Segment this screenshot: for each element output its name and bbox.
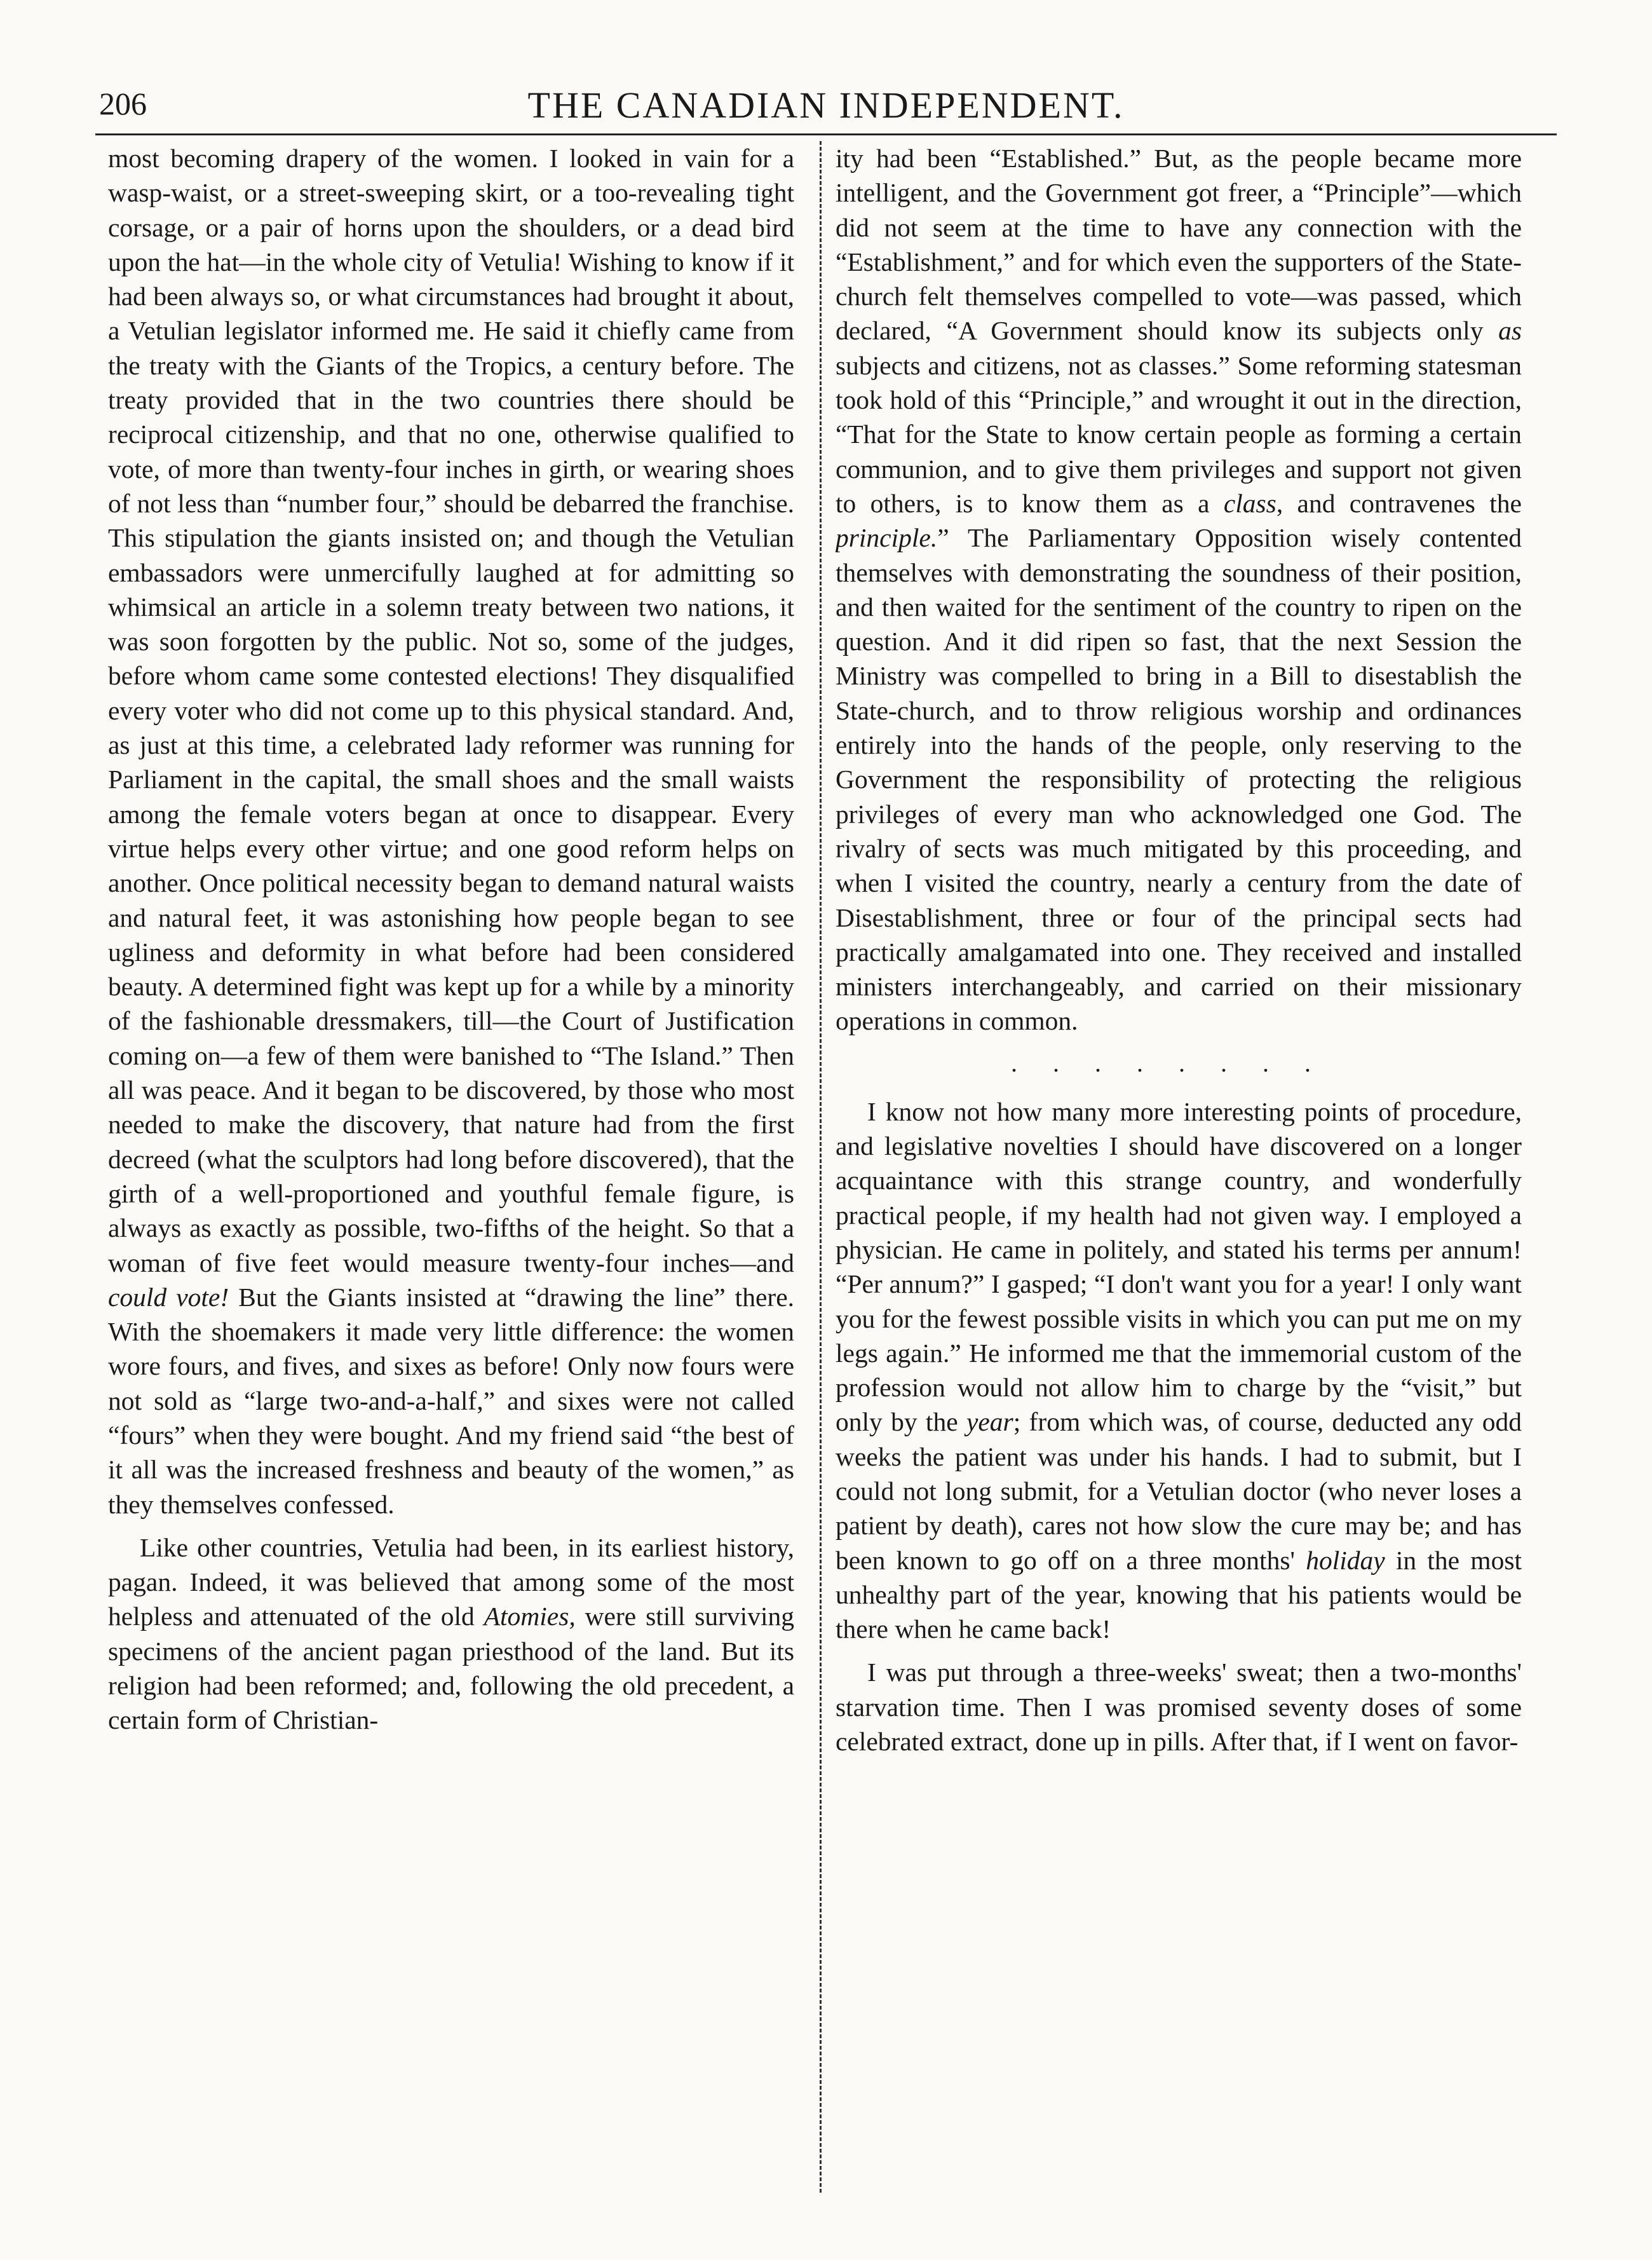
text-run: Like other countries, Vetulia had been, in its earliest history, pagan. Indeed, it was believed that among some of the most helpless and attenuated of the old [108,1532,794,1631]
text-run: ity had been “Established.” But, as the people became more intelligent, and the Government got freer, a “Principle”—which did not seem at the time to have any connection with the “Establishment,” and for which even the supporters of the State-church felt themselves compelled to vote—was passed, which declared, “A Government should know its subjects only [836,144,1522,346]
section-separator: ........ [1011,1048,1346,1077]
italic-text: as [1498,316,1522,346]
column-divider [820,141,822,2193]
article-body [95,141,1557,2231]
right-paragraph-2 [836,1094,1522,1647]
text-run: most becoming drapery of the women. I looked in vain for a wasp-waist, or a street-sweeping skirt, or a too-revealing tight corsage, or a pair of horns upon the shoulders, or a dead bird upon the hat—in the whole city of Vetulia! Wishing to know if it had been always so, or what circumstances had brought it about, a Vetulian legislator informed me. He said it chiefly came from the treaty with the Giants of the Tropics, a century before. The treaty provided that in the two countries there should be reciprocal citizenship, and that no one, otherwise qualified to vote, of more than twenty-four inches in girth, or wearing shoes of not less than “number four,” should be debarred the franchise. This stipulation the giants insisted on; and though the Vetulian embassadors were unmercifully laughed at for admitting so whimsical an article in a solemn treaty between two nations, it was soon forgotten by the public. Not so, some of the judges, before whom came some contested elections! They disqualified every voter who did not come up to this physical standard. And, as just at this time, a celebrated lady reformer was running for Parliament in the capital, the small shoes and the small waists among the female voters began at once to disappear. Every virtue helps every other virtue; and one good reform helps on another. Once political necessity began to demand natural waists and natural feet, it was astonishing how people began to see ugliness and deformity in what before had been considered beauty. A determined fight was kept up for a while by a minority of the fashionable dressmakers, till—the Court of Justification coming on—a few of them were banished to “The Island.” Then all was peace. And it began to be discovered, by those who most needed to make the discovery, that nature had from the first decreed (what the sculptors had long before discovered), that the girth of a well-proportioned and youthful female figure, is always as exactly as possible, two-fifths of the height. So that a woman of five feet would measure twenty-four inches—and [108,144,794,1277]
right-column [836,141,1522,2231]
text-run: in the most unhealthy part of the year, knowing that his patients would be there when he came back! [836,1545,1522,1644]
page-number: 206 [99,86,147,121]
italic-text: Atomies, [484,1602,576,1631]
right-paragraph-1 [836,141,1522,1038]
journal-title: THE CANADIAN INDEPENDENT. [527,85,1125,126]
text-run: were still surviving specimens of the ancient pagan priesthood of the land. But its religion had been reformed; and, following the old precedent, a certain form of Christian- [108,1602,794,1735]
italic-text: class [1223,488,1276,518]
italic-text: year [966,1407,1013,1437]
left-paragraph-2 [108,1530,794,1738]
text-run: I know not how many more interesting points of procedure, and legislative novelties I should have discovered on a longer acquaintance with this strange country, and wonderfully practical people, if my health had not given way. I employed a physician. He came in politely, and stated his terms per annum! “Per annum?” I gasped; “I don't want you for a year! I only want you for the fewest possible visits in which you can put me on my legs again.” He informed me that the immemorial custom of the profession would not allow him to charge by the “visit,” but only by the [836,1096,1522,1437]
italic-text: could vote! [108,1282,229,1312]
page-header [95,83,1557,135]
text-run: , and contravenes the [1276,488,1522,518]
italic-text: holiday [1306,1545,1385,1575]
text-run: subjects and citizens, not as classes.” Some reforming statesman took hold of this “Principle,” and wrought it out in the direction, “That for the State to know certain people as forming a certain communion, and to give them privileges and support not given to others, is to know them as a [836,350,1522,518]
text-run: ” The Parliamentary Opposition wisely contented themselves with demonstrating the soundness of their position, and then waited for the sentiment of the country to ripen on the question. And it did ripen so fast, that the next Session the Ministry was compelled to bring in a Bill to disestablish the State-church, and to throw religious worship and ordinances entirely into the hands of the people, only reserving to the Government the responsibility of protecting the religious privileges of every man who acknowledged one God. The rivalry of sects was much mitigated by this proceeding, and when I visited the country, nearly a century from the date of Disestablishment, three or four of the principal sects had practically amalgamated into one. They received and installed ministers interchangeably, and carried on their missionary operations in common. [836,523,1522,1036]
italic-text: principle. [836,523,938,553]
left-paragraph-1 [108,141,794,1521]
text-run: But the Giants insisted at “drawing the line” there. With the shoemakers it made very little difference: the women wore fours, and fives, and sixes as before! Only now fours were not sold as “large two-and-a-half,” and sixes were not called “fours” when they were bought. And my friend said “the best of it all was the increased freshness and beauty of the women,” as they themselves confessed. [108,1282,794,1519]
right-paragraph-3: I was put through a three-weeks' sweat; then a two-months' starvation time. Then I was promised seventy doses of some celebrated extract, done up in pills. After that, if I went on favor- [836,1658,1522,1757]
left-column [108,141,794,2231]
text-run: ; from which was, of course, deducted any odd weeks the patient was under his hands. I had to submit, but I could not long submit, for a Vetulian doctor (who never loses a patient by death), cares not how slow the cure may be; and has been known to go off on a three months' [836,1407,1522,1575]
page [95,83,1557,2231]
